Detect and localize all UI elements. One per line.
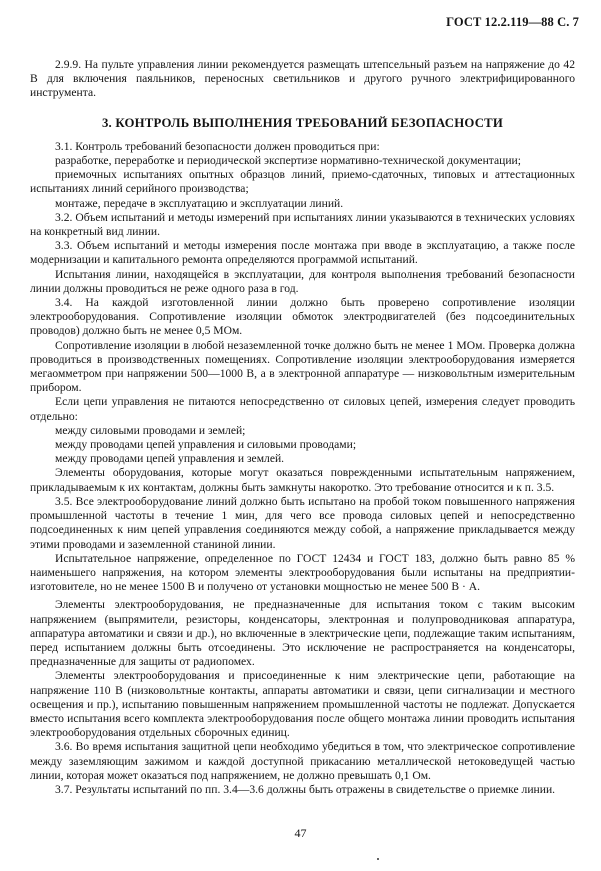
paragraph-3-6: 3.6. Во время испытания защитной цепи необходимо убедиться в том, что электрическое сопротивление между заземляющим зажимом и каждой доступной прикасанию металлической нетоковедущей частью линии, которая может оказаться под напряжением, не должно превышать 0,1 Ом. — [30, 740, 575, 782]
paragraph: Если цепи управления не питаются непосредственно от силовых цепей, измерения следует проводить отдельно: — [30, 395, 575, 423]
paragraph-3-3: 3.3. Объем испытаний и методы измерения после монтажа при вводе в эксплуатацию, а также после модернизации и капитального ремонта определяются программой испытаний. — [30, 239, 575, 267]
running-header: ГОСТ 12.2.119—88 С. 7 — [446, 15, 579, 29]
paragraph: Элементы электрооборудования и присоединенные к ним электрические цепи, работающие на напряжение 110 В (низковольтные контакты, аппараты автоматики и связи, цепи сигнализации и местного освещения и пр.), испытанию повышенным напряжением промышленной частоты не подлежат. Допускается вместо испытания всего комплекта электрооборудования после общего монтажа линии проводить испытания электрооборудования отдельных сборочных единиц. — [30, 669, 575, 740]
list-item: между силовыми проводами и землей; — [55, 423, 246, 437]
paragraph: Испытания линии, находящейся в эксплуатации, для контроля выполнения требований безопасности линии должны проводиться не реже одного раза в год. — [30, 267, 575, 295]
page-number: 47 — [294, 826, 307, 840]
document-body — [30, 58, 575, 797]
list-item: приемочных испытаниях опытных образцов линий, приемо-сдаточных, типовых и аттестационных испытаниях линий серийного производства; — [30, 168, 575, 196]
paragraph: Сопротивление изоляции в любой незаземленной точке должно быть не менее 1 МОм. Проверка должна проводиться в производственных помещениях. Сопротивление изоляции электрооборудования измеряется мегаомметром при напряжении 500—1000 В, а в электронной аппаратуре — низковольтным измерительным прибором. — [30, 338, 575, 395]
scan-speck — [377, 858, 379, 860]
list-item: между проводами цепей управления и землей. — [55, 452, 285, 466]
paragraph: Элементы электрооборудования, не предназначенные для испытания током с таким высоким напряжением (выпрямители, резисторы, конденсаторы, электронная и полупроводниковая аппаратура, аппаратура автоматики и связи и др.), но включенные в электрические цепи, подлежащие таким испытаниям, перед испытанием должны быть отсоединены. Это исключение не распространяется на конденсаторы, предназначенные для защиты от радиопомех. — [30, 598, 575, 669]
paragraph-3-7: 3.7. Результаты испытаний по пп. 3.4—3.6 должны быть отражены в свидетельстве о приемке линии. — [55, 782, 556, 796]
list-item: между проводами цепей управления и силовыми проводами; — [55, 438, 357, 452]
list-item: разработке, переработке и периодической экспертизе нормативно-технической документации; — [55, 154, 521, 168]
section-title: 3. КОНТРОЛЬ ВЫПОЛНЕНИЯ ТРЕБОВАНИЙ БЕЗОПАСНОСТИ — [101, 115, 504, 130]
paragraph-2-9-9: 2.9.9. На пульте управления линии рекомендуется размещать штепсельный разъем на напряжение до 42 В для включения паяльников, переносных светильников и другого ручного электрифицированного инструмента. — [30, 58, 575, 100]
paragraph-3-4: 3.4. На каждой изготовленной линии должно быть проверено сопротивление изоляции электрооборудования. Сопротивление изоляции обмоток электродвигателей (без подсоединительных проводов) должно быть не менее 0,5 МОм. — [30, 296, 575, 338]
list-item: монтаже, передаче в эксплуатацию и эксплуатации линий. — [55, 196, 344, 210]
paragraph-3-1: 3.1. Контроль требований безопасности должен проводиться при: — [55, 139, 380, 153]
paragraph: Элементы оборудования, которые могут оказаться поврежденными испытательным напряжением, прикладываемым к их контактам, должны быть замкнуты накоротко. Это требование относится и к п. 3.5. — [30, 466, 575, 494]
paragraph-3-2: 3.2. Объем испытаний и методы измерений при испытаниях линии указываются в технических условиях на конкретный вид линии. — [30, 210, 575, 239]
paragraph: Испытательное напряжение, определенное по ГОСТ 12434 и ГОСТ 183, должно быть равно 85 % наименьшего напряжения, на котором элементы электрооборудования были испытаны на предприятии-изготовителе, но не менее 1500 В и получено от установки мощностью не менее 500 В · А. — [30, 551, 575, 594]
paragraph-3-5: 3.5. Все электрооборудование линий должно быть испытано на пробой током повышенного напряжения промышленной частоты в течение 1 мин, для чего все провода силовых цепей и непосредственно подсоединенных к ним цепей управления соединяются между собой, а напряжение прикладывается между этими проводами и заземленной станиной линии. — [30, 494, 575, 551]
